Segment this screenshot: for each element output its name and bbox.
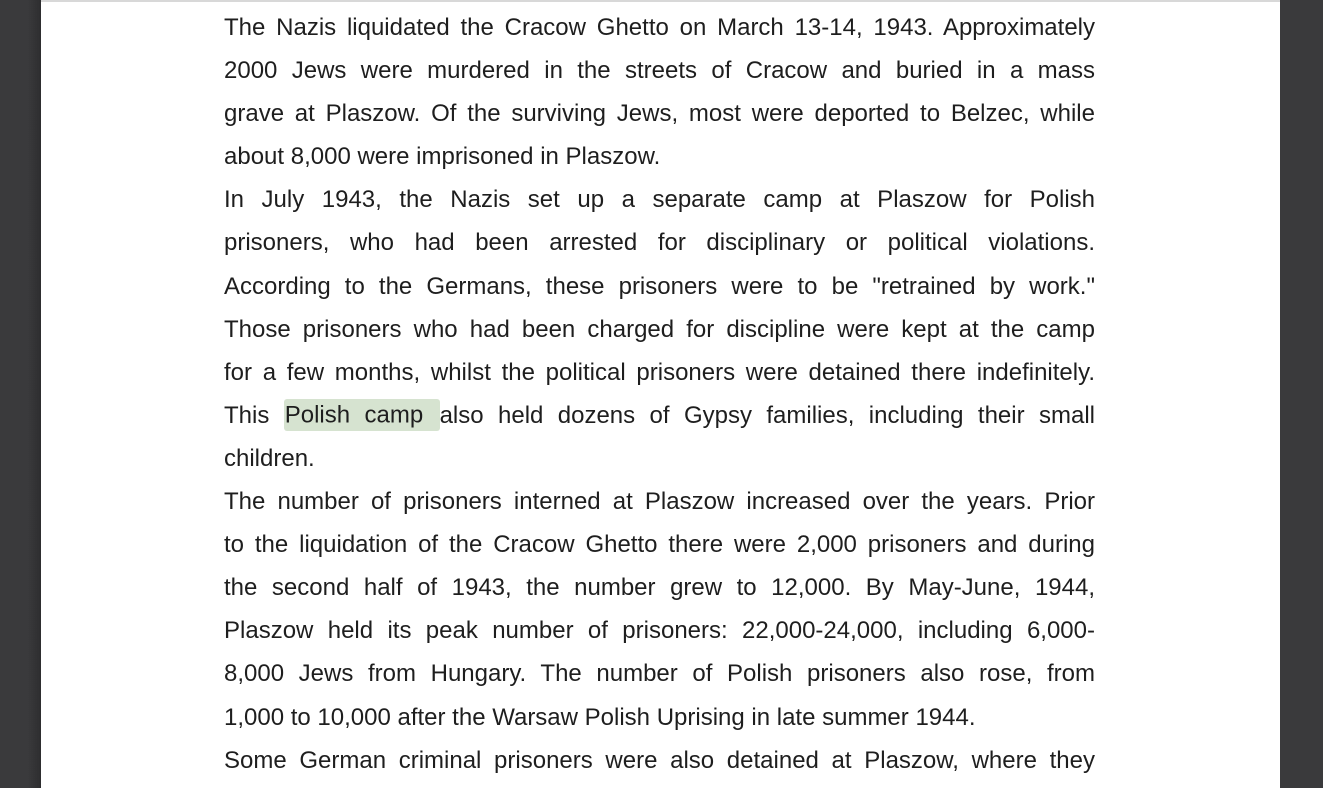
text-segment: also held dozens of Gypsy families, including their small: [439, 401, 1095, 429]
text-segment: grave at Plaszow. Of the surviving Jews, most were deported to Belzec, while: [224, 100, 1095, 128]
viewer-gutter-right: [1280, 0, 1323, 788]
text-line: [224, 135, 1095, 178]
document-page: [41, 0, 1280, 788]
text-line: [224, 308, 1095, 351]
text-segment: to the liquidation of the Cracow Ghetto there were 2,000 prisoners and during: [224, 531, 1095, 559]
text-segment: 1,000 to 10,000 after the Warsaw Polish Uprising in late summer 1944.: [224, 703, 976, 731]
text-block: [224, 6, 1095, 782]
text-segment: Plaszow held its peak number of prisoners: 22,000-24,000, including 6,000-: [224, 617, 1095, 645]
text-line: [224, 351, 1095, 394]
text-segment: 2000 Jews were murdered in the streets of Cracow and buried in a mass: [224, 57, 1095, 85]
text-segment: prisoners, who had been arrested for disciplinary or political violations.: [224, 229, 1095, 257]
text-segment: The number of prisoners interned at Plaszow increased over the years. Prior: [224, 488, 1095, 516]
text-segment: This: [224, 401, 284, 429]
text-line: [224, 437, 1095, 480]
text-segment: 8,000 Jews from Hungary. The number of Polish prisoners also rose, from: [224, 660, 1095, 688]
text-line: [224, 394, 1095, 437]
highlight-annotation[interactable]: Polish camp: [284, 399, 440, 431]
text-line: [224, 6, 1095, 49]
text-segment: about 8,000 were imprisoned in Plaszow.: [224, 143, 661, 171]
viewer-gutter-left: [0, 0, 41, 788]
text-segment: Those prisoners who had been charged for discipline were kept at the camp: [224, 315, 1095, 343]
text-segment: The Nazis liquidated the Cracow Ghetto on March 13-14, 1943. Approximately: [224, 14, 1095, 41]
text-line: [224, 609, 1095, 652]
text-line: [224, 480, 1095, 523]
text-line: [224, 178, 1095, 221]
text-line: [224, 221, 1095, 264]
text-segment: the second half of 1943, the number grew to 12,000. By May-June, 1944,: [224, 574, 1095, 602]
text-line: [224, 739, 1095, 782]
text-segment: children.: [224, 444, 315, 472]
text-line: [224, 92, 1095, 135]
text-segment: According to the Germans, these prisoners were to be "retrained by work.": [224, 272, 1095, 300]
text-line: [224, 566, 1095, 609]
text-line: [224, 265, 1095, 308]
text-line: [224, 49, 1095, 92]
text-line: [224, 696, 1095, 739]
text-segment: for a few months, whilst the political prisoners were detained there indefinitely.: [224, 358, 1095, 386]
text-segment: In July 1943, the Nazis set up a separate camp at Plaszow for Polish: [224, 186, 1095, 214]
text-segment: Some German criminal prisoners were also detained at Plaszow, where they: [224, 746, 1095, 774]
text-line: [224, 652, 1095, 695]
text-line: [224, 523, 1095, 566]
